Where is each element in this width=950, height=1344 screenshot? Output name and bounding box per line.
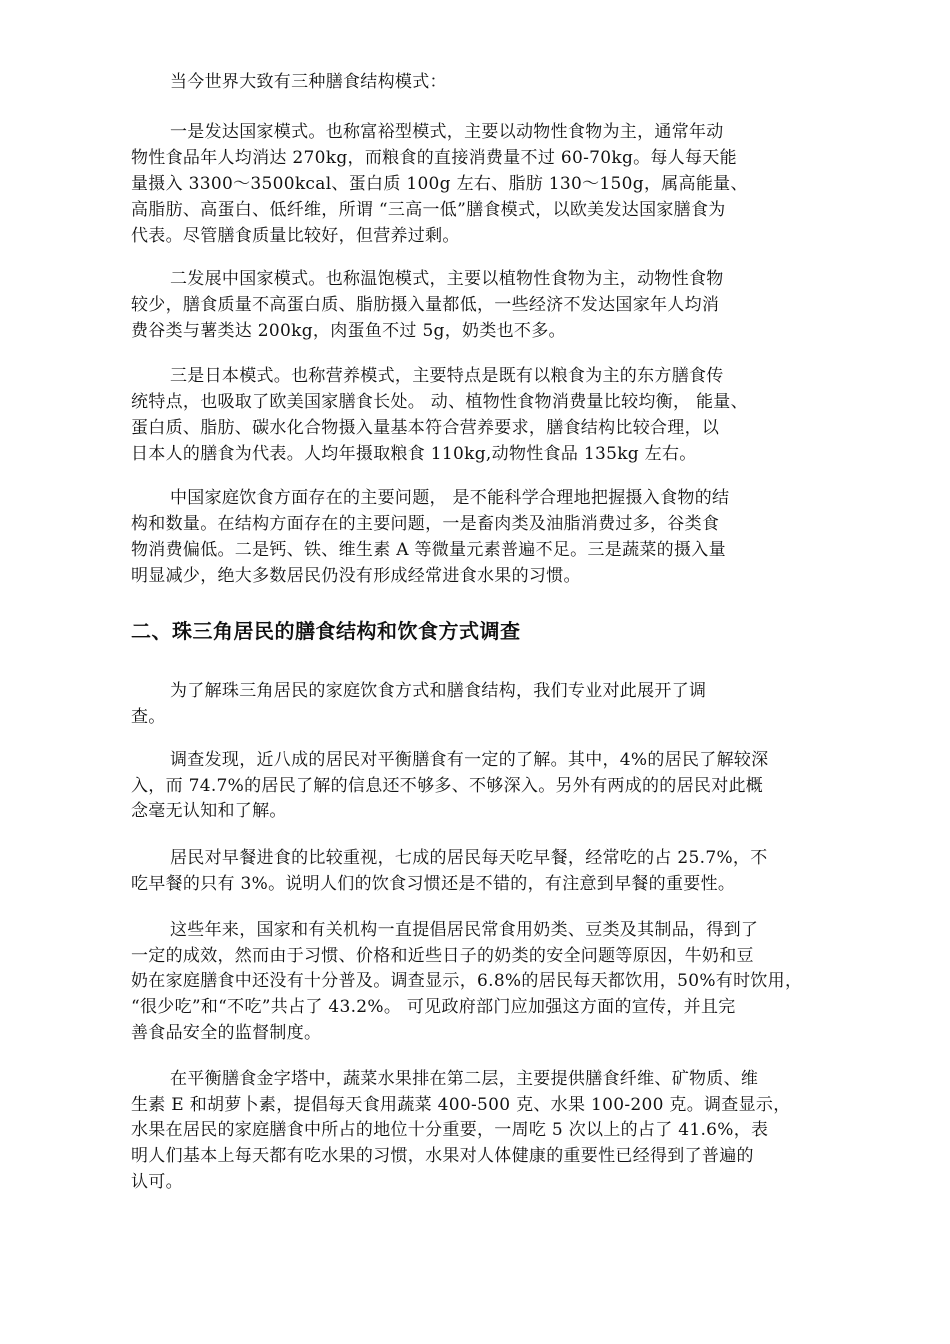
text-line: 认可。: [131, 1171, 183, 1192]
text-line: 明显减少，绝大多数居民仍没有形成经常进食水果的习惯。: [131, 566, 581, 586]
text-line: 三是日本模式。也称营养模式，主要特点是既有以粮食为主的东方膳食传: [170, 366, 724, 386]
paragraph-japan-model: [131, 363, 821, 467]
paragraph-intro: [131, 69, 821, 95]
text-line: 量摄入 3300～3500kcal、蛋白质 100g 左右、脂肪 130～150g，属高能量、: [131, 174, 748, 194]
paragraph-developed-model: [131, 119, 821, 249]
text-line: 这些年来，国家和有关机构一直提倡居民常食用奶类、豆类及其制品，得到了: [170, 920, 759, 940]
text-line: 吃早餐的只有 3%。说明人们的饮食习惯还是不错的，有注意到早餐的重要性。: [131, 873, 736, 894]
text-line: 物消费偏低。二是钙、铁、维生素 A 等微量元素普遍不足。三是蔬菜的摄入量: [131, 540, 726, 560]
text-line: 居民对早餐进食的比较重视，七成的居民每天吃早餐，经常吃的占 25.7%，不: [170, 848, 768, 868]
text-line: 在平衡膳食金字塔中，蔬菜水果排在第二层，主要提供膳食纤维、矿物质、维: [170, 1069, 759, 1089]
text-line: 日本人的膳食为代表。人均年摄取粮食 110kg,动物性食品 135kg 左右。: [131, 444, 697, 464]
text-line: 统特点，也吸取了欧美国家膳食长处。 动、植物性食物消费量比较均衡， 能量、: [131, 392, 748, 412]
text-line: 当今世界大致有三种膳食结构模式：: [170, 72, 447, 92]
text-line: 一是发达国家模式。也称富裕型模式，主要以动物性食物为主，通常年动: [170, 122, 724, 142]
paragraph-survey-breakfast: [131, 846, 821, 897]
text-line: 明人们基本上每天都有吃水果的习惯，水果对人体健康的重要性已经得到了普遍的: [131, 1146, 754, 1167]
text-line: 高脂肪、高蛋白、低纤维，所谓 “三高一低”膳食模式，以欧美发达国家膳食为: [131, 200, 726, 220]
section-heading: 二、珠三角居民的膳食结构和饮食方式调查: [131, 619, 521, 643]
text-line: 较少，膳食质量不高蛋白质、脂肪摄入量都低，一些经济不发达国家年人均消: [131, 295, 720, 315]
text-line: 蛋白质、脂肪、碳水化合物摄入量基本符合营养要求，膳食结构比较合理，以: [131, 418, 720, 438]
text-line: “很少吃”和“不吃”共占了 43.2%。 可见政府部门应加强这方面的宣传，并且完: [131, 997, 736, 1018]
text-line: 中国家庭饮食方面存在的主要问题， 是不能科学合理地把握摄入食物的结: [170, 488, 730, 508]
text-line: 生素 E 和胡萝卜素，提倡每天食用蔬菜 400-500 克、水果 100-200 克。调查显示，: [131, 1094, 791, 1115]
text-line: 水果在居民的家庭膳食中所占的地位十分重要，一周吃 5 次以上的占了 41.6%，表: [131, 1120, 769, 1141]
text-line: 入，而 74.7%的居民了解的信息还不够多、不够深入。另外有两成的的居民对此概: [131, 775, 764, 796]
text-line: 念毫无认知和了解。: [131, 801, 287, 822]
text-line: 查。: [131, 706, 166, 727]
text-line: 费谷类与薯类达 200kg，肉蛋鱼不过 5g，奶类也不多。: [131, 321, 566, 341]
text-line: 善食品安全的监督制度。: [131, 1022, 322, 1043]
text-line: 代表。尽管膳食质量比较好，但营养过剩。: [131, 226, 460, 246]
paragraph-survey-awareness: [131, 748, 821, 825]
text-line: 为了解珠三角居民的家庭饮食方式和膳食结构，我们专业对此展开了调: [170, 681, 707, 701]
text-line: 物性食品年人均消达 270kg，而粮食的直接消费量不过 60-70kg。每人每天能: [131, 148, 737, 168]
paragraph-survey-dairy: [131, 918, 821, 1046]
text-line: 构和数量。在结构方面存在的主要问题，一是畜肉类及油脂消费过多，谷类食: [131, 514, 720, 534]
text-line: 二发展中国家模式。也称温饱模式，主要以植物性食物为主，动物性食物: [170, 269, 724, 289]
text-line: 一定的成效，然而由于习惯、价格和近些日子的奶类的安全问题等原因，牛奶和豆: [131, 945, 754, 966]
text-line: 调查发现，近八成的居民对平衡膳食有一定的了解。其中，4%的居民了解较深: [170, 750, 769, 770]
paragraph-china-problems: [131, 485, 821, 589]
paragraph-developing-model: [131, 266, 821, 344]
paragraph-survey-fruit-vegetables: [131, 1067, 821, 1195]
paragraph-survey-intro: [131, 679, 821, 730]
text-line: 奶在家庭膳食中还没有十分普及。调查显示，6.8%的居民每天都饮用，50%有时饮用，: [131, 971, 803, 992]
